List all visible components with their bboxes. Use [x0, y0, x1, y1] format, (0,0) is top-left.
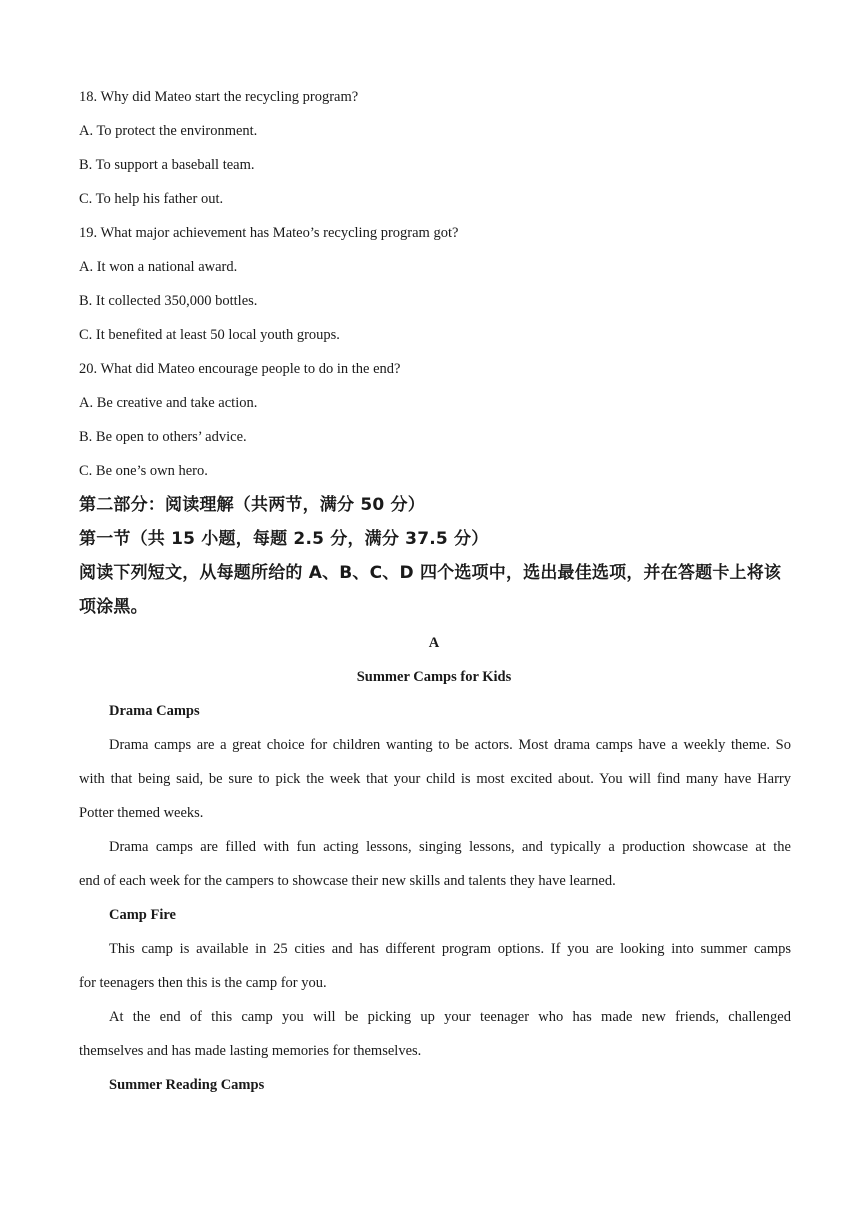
drama-paragraph-2-line-2: end of each week for the campers to showcase their new skills and talents they have learned. — [79, 873, 616, 889]
question-20-option-a: A. Be creative and take action. — [79, 395, 258, 411]
section-title: 第一节（共 15 小题，每题 2.5 分，满分 37.5 分） — [79, 529, 489, 549]
camp-fire-heading: Camp Fire — [109, 907, 176, 923]
drama-paragraph-1-line-3: Potter themed weeks. — [79, 805, 204, 821]
question-19-option-b: B. It collected 350,000 bottles. — [79, 293, 258, 309]
question-18-stem: 18. Why did Mateo start the recycling program? — [79, 89, 359, 105]
question-19-option-a: A. It won a national award. — [79, 259, 238, 275]
question-20-stem: 20. What did Mateo encourage people to do in the end? — [79, 361, 401, 377]
drama-paragraph-1-line-1: Drama camps are a great choice for children wanting to be actors. Most drama camps have a weekly theme. So — [109, 737, 791, 753]
drama-paragraph-2-line-1: Drama camps are filled with fun acting lessons, singing lessons, and typically a production showcase at the — [109, 839, 791, 855]
question-20-option-c: C. Be one’s own hero. — [79, 463, 208, 479]
question-18-option-a: A. To protect the environment. — [79, 123, 258, 139]
part-title: 第二部分：阅读理解（共两节，满分 50 分） — [79, 495, 425, 515]
question-18-option-c: C. To help his father out. — [79, 191, 224, 207]
camp-fire-paragraph-2-line-1: At the end of this camp you will be picking up your teenager who has made new friends, challenged — [109, 1009, 791, 1025]
question-19-stem: 19. What major achievement has Mateo’s recycling program got? — [79, 225, 459, 241]
question-19-option-c: C. It benefited at least 50 local youth groups. — [79, 327, 340, 343]
instruction-line-2: 项涂黑。 — [79, 597, 148, 617]
camp-fire-paragraph-1-line-2: for teenagers then this is the camp for you. — [79, 975, 327, 991]
passage-title: Summer Camps for Kids — [356, 669, 512, 685]
question-20-option-b: B. Be open to others’ advice. — [79, 429, 247, 445]
instruction-line-1: 阅读下列短文，从每题所给的 A、B、C、D 四个选项中，选出最佳选项，并在答题卡上将该 — [79, 563, 782, 583]
camp-fire-paragraph-1-line-1: This camp is available in 25 cities and has different program options. If you are looking into summer camps — [109, 941, 791, 957]
drama-camps-heading: Drama Camps — [109, 703, 200, 719]
passage-letter: A — [428, 635, 440, 651]
summer-reading-camps-heading: Summer Reading Camps — [109, 1077, 265, 1093]
question-18-option-b: B. To support a baseball team. — [79, 157, 255, 173]
drama-paragraph-1-line-2: with that being said, be sure to pick the week that your child is most excited about. You will find many have Harry — [79, 771, 791, 787]
camp-fire-paragraph-2-line-2: themselves and has made lasting memories for themselves. — [79, 1043, 422, 1059]
